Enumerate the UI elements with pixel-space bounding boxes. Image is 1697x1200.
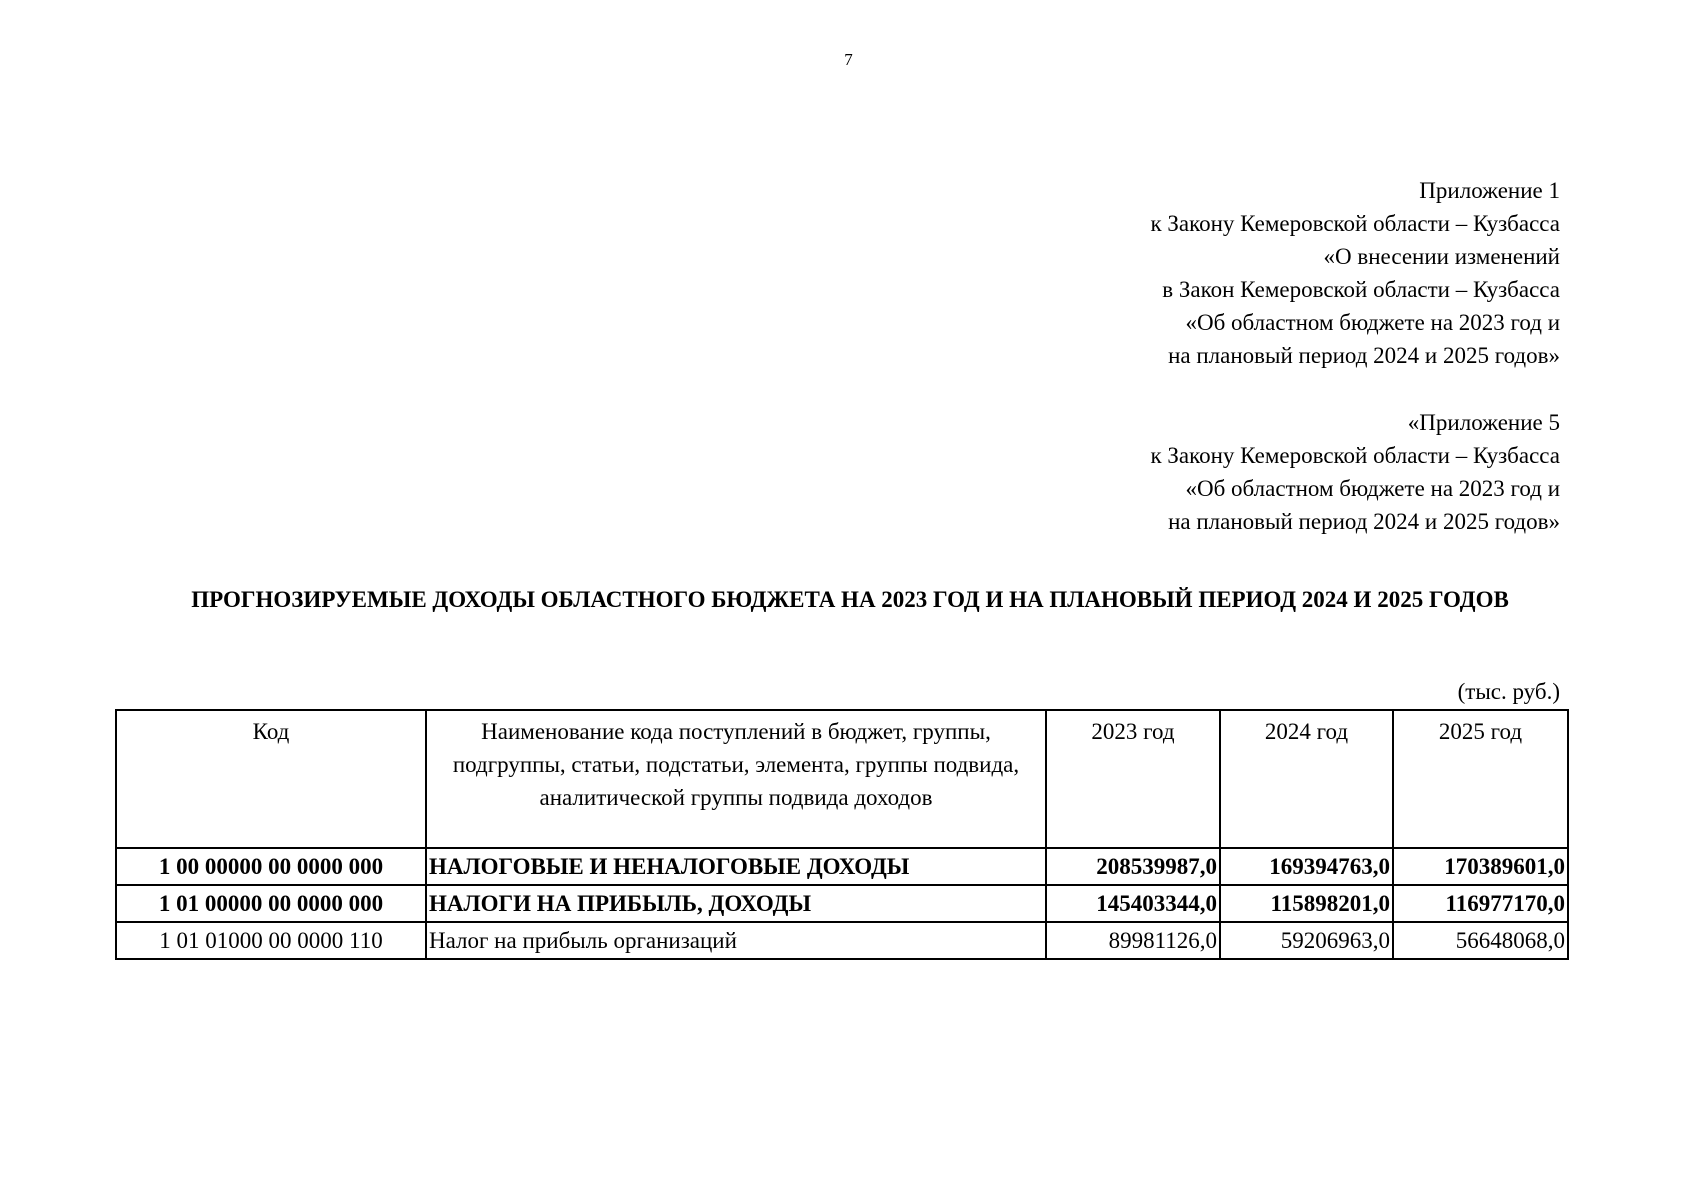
table-row: [116, 885, 1568, 922]
cell-code: 1 00 00000 00 0000 000: [116, 848, 426, 885]
cell-name: НАЛОГИ НА ПРИБЫЛЬ, ДОХОДЫ: [426, 885, 1046, 922]
table-header-row: [116, 710, 1568, 848]
table-row: [116, 848, 1568, 885]
appendix-1-line: «О внесении изменений: [1323, 244, 1560, 269]
appendix-1-line: в Закон Кемеровской области – Кузбасса: [1162, 277, 1560, 302]
revenue-table: [115, 709, 1569, 960]
header-code: Код: [116, 710, 426, 848]
cell-2025: 116977170,0: [1393, 885, 1568, 922]
cell-name: Налог на прибыль организаций: [426, 922, 1046, 959]
cell-2023: 145403344,0: [1046, 885, 1220, 922]
cell-2025: 56648068,0: [1393, 922, 1568, 959]
appendix-5-line: на плановый период 2024 и 2025 годов»: [1168, 509, 1560, 534]
header-2023: 2023 год: [1046, 710, 1220, 848]
appendix-1-line: Приложение 1: [1419, 178, 1560, 203]
cell-2024: 59206963,0: [1220, 922, 1393, 959]
cell-code: 1 01 01000 00 0000 110: [116, 922, 426, 959]
page-number: 7: [844, 50, 853, 69]
appendix-5-line: к Закону Кемеровской области – Кузбасса: [1150, 443, 1560, 468]
appendix-5-block: [1150, 406, 1560, 538]
cell-name: НАЛОГОВЫЕ И НЕНАЛОГОВЫЕ ДОХОДЫ: [426, 848, 1046, 885]
appendix-1-block: [1150, 174, 1560, 372]
appendix-5-line: «Приложение 5: [1407, 410, 1560, 435]
cell-code: 1 01 00000 00 0000 000: [116, 885, 426, 922]
cell-2023: 208539987,0: [1046, 848, 1220, 885]
header-2024: 2024 год: [1220, 710, 1393, 848]
cell-2025: 170389601,0: [1393, 848, 1568, 885]
appendix-1-line: на плановый период 2024 и 2025 годов»: [1168, 343, 1560, 368]
document-title: ПРОГНОЗИРУЕМЫЕ ДОХОДЫ ОБЛАСТНОГО БЮДЖЕТА НА 2023 ГОД И НА ПЛАНОВЫЙ ПЕРИОД 2024 И 2025 ГОДОВ: [191, 587, 1509, 612]
appendix-1-line: «Об областном бюджете на 2023 год и: [1185, 310, 1560, 335]
cell-2024: 169394763,0: [1220, 848, 1393, 885]
cell-2024: 115898201,0: [1220, 885, 1393, 922]
header-name: Наименование кода поступлений в бюджет, группы, подгруппы, статьи, подстатьи, элемента, группы подвида, аналитической группы подвида доходов: [426, 710, 1046, 848]
appendix-5-line: «Об областном бюджете на 2023 год и: [1185, 476, 1560, 501]
units-label: (тыс. руб.): [1457, 679, 1560, 704]
table-row: [116, 922, 1568, 959]
cell-2023: 89981126,0: [1046, 922, 1220, 959]
header-2025: 2025 год: [1393, 710, 1568, 848]
appendix-1-line: к Закону Кемеровской области – Кузбасса: [1150, 211, 1560, 236]
